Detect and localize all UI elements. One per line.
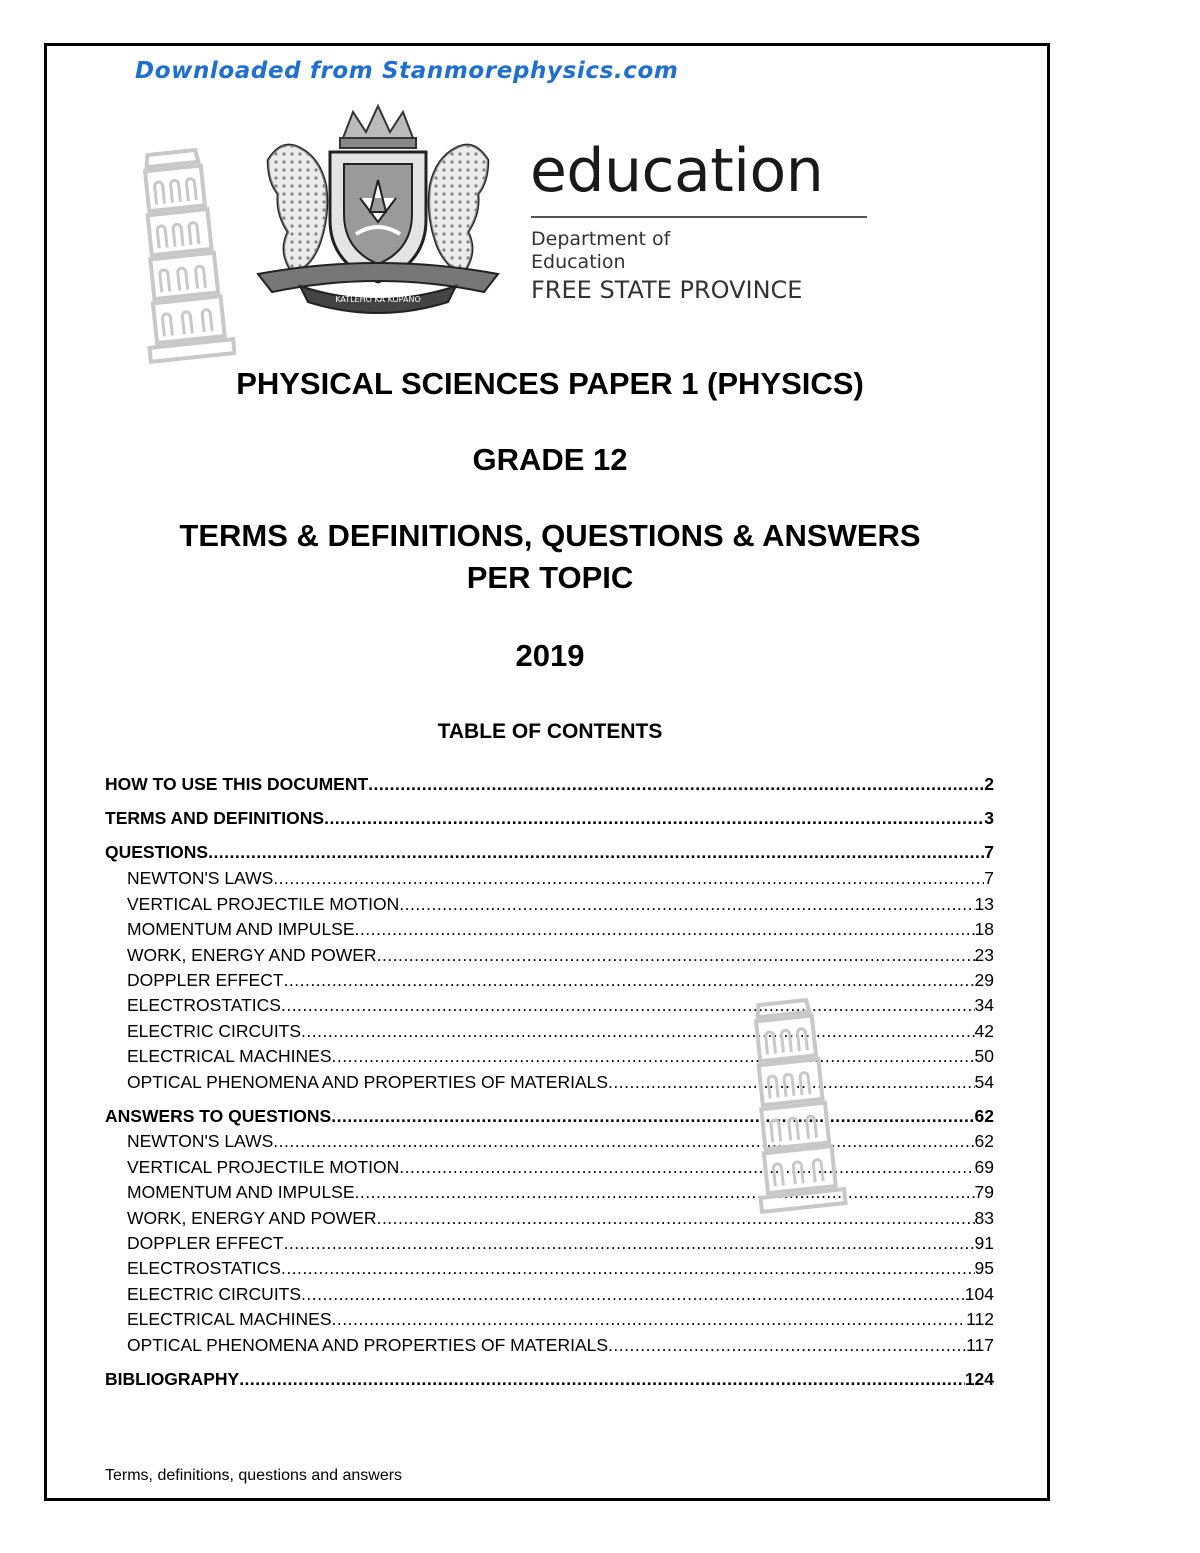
- toc-subentry[interactable]: MOMENTUM AND IMPULSE ..... 79: [127, 1182, 994, 1203]
- toc-subentry[interactable]: VERTICAL PROJECTILE MOTION ..... 13: [127, 894, 994, 915]
- toc-subentry[interactable]: WORK, ENERGY AND POWER ..... 83: [127, 1208, 994, 1229]
- toc-entry[interactable]: TERMS AND DEFINITIONS ..... 3: [105, 808, 994, 829]
- title-subject: PHYSICAL SCIENCES PAPER 1 (PHYSICS): [236, 366, 864, 401]
- page-footer: Terms, definitions, questions and answers: [105, 1467, 403, 1484]
- toc-subentry[interactable]: NEWTON'S LAWS ..... 7: [127, 868, 994, 889]
- title-grade: GRADE 12: [472, 442, 628, 477]
- toc-entry[interactable]: ANSWERS TO QUESTIONS ..... 62: [105, 1106, 994, 1127]
- toc-subentry[interactable]: OPTICAL PHENOMENA AND PROPERTIES OF MATERIALS ..... 117: [127, 1335, 994, 1356]
- crest-motto: KATLEHO KA KOPANO: [335, 295, 421, 304]
- leaning-tower-watermark-icon: [735, 990, 851, 1220]
- logo-wordmark: education: [530, 136, 824, 206]
- title-year: 2019: [515, 638, 585, 673]
- toc-entry[interactable]: HOW TO USE THIS DOCUMENT ..... 2: [105, 774, 994, 795]
- title-topic-line1: TERMS & DEFINITIONS, QUESTIONS & ANSWERS: [179, 518, 921, 553]
- toc-subentry[interactable]: ELECTRIC CIRCUITS ..... 104: [127, 1284, 994, 1305]
- toc-subentry[interactable]: WORK, ENERGY AND POWER ..... 23: [127, 945, 994, 966]
- toc-subentry[interactable]: MOMENTUM AND IMPULSE ..... 18: [127, 919, 994, 940]
- toc-subentry[interactable]: VERTICAL PROJECTILE MOTION ..... 69: [127, 1157, 994, 1178]
- toc-heading: TABLE OF CONTENTS: [437, 720, 663, 743]
- logo-province-line: FREE STATE PROVINCE: [531, 276, 803, 304]
- toc-subentry[interactable]: ELECTRICAL MACHINES ..... 112: [127, 1309, 994, 1330]
- toc-subentry[interactable]: ELECTRIC CIRCUITS ..... 42: [127, 1021, 994, 1042]
- toc-subentry[interactable]: ELECTROSTATICS ..... 95: [127, 1258, 994, 1279]
- logo-education-line: Education: [531, 251, 626, 273]
- download-note: Downloaded from Stanmorephysics.com: [135, 58, 679, 84]
- title-topic-line2: PER TOPIC: [466, 560, 634, 595]
- toc-subentry[interactable]: OPTICAL PHENOMENA AND PROPERTIES OF MATERIALS ..... 54: [127, 1072, 994, 1093]
- toc-subentry[interactable]: ELECTROSTATICS ..... 34: [127, 995, 994, 1016]
- toc-entry[interactable]: BIBLIOGRAPHY ..... 124: [105, 1369, 994, 1390]
- leaning-tower-watermark-icon: [128, 140, 236, 370]
- toc-subentry[interactable]: ELECTRICAL MACHINES ..... 50: [127, 1046, 994, 1067]
- logo-department-line: Department of: [531, 228, 671, 250]
- toc-subentry[interactable]: DOPPLER EFFECT ..... 29: [127, 970, 994, 991]
- logo-divider: [531, 216, 867, 218]
- toc-subentry[interactable]: NEWTON'S LAWS ..... 62: [127, 1131, 994, 1152]
- toc-entry[interactable]: QUESTIONS ..... 7: [105, 842, 994, 863]
- toc-subentry[interactable]: DOPPLER EFFECT ..... 91: [127, 1233, 994, 1254]
- coat-of-arms-icon: [248, 102, 508, 314]
